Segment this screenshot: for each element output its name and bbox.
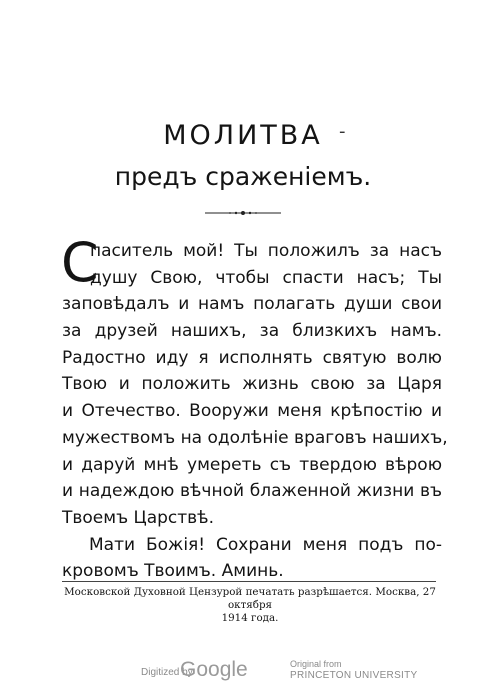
prayer-body [61,231,448,585]
princeton-university-label: PRINCETON UNIVERSITY [290,670,418,681]
text-line: паситель мой! Ты положилъ за насъ [90,241,442,261]
censorship-line: Московской Духовной Цензурой печатать разрѣшается. Москва, 27 октября [64,586,436,611]
original-from-label [290,659,418,681]
text-line: и даруй мнѣ умереть съ твердою вѣрою [62,454,442,475]
text-line: и Отечество. Вооружи меня крѣпостію и [62,401,442,422]
text-line: заповѣдалъ и намъ полагать души свои [62,294,442,315]
text-line: Твоемъ Царствѣ. [62,507,215,528]
text-line: и надеждою вѣчной блаженной жизни въ [62,481,442,502]
text-line: мужествомъ на одолѣніе враговъ нашихъ, [62,427,448,448]
digitized-by-label: Digitized by [141,667,193,678]
text-line: Радостно иду я исполнять святую волю [62,347,442,368]
text-line: кровомъ Твоимъ. Аминь. [62,561,284,582]
footer-rule [62,581,436,582]
prayer-subtitle: предъ сраженіемъ. [114,162,372,191]
prayer-title: МОЛИТВА [163,120,323,151]
censorship-note [60,586,440,625]
text-line: душу Свою, чтобы спасти насъ; Ты [90,267,442,288]
censorship-year: 1914 года. [221,612,279,624]
original-from-text: Original from [290,659,342,669]
google-logo: Google [180,658,248,681]
ornament-divider [203,208,283,218]
drop-cap: С [61,231,99,294]
text-line: за друзей нашихъ, за близкихъ намъ. [62,321,442,342]
title-mark: - [339,121,346,142]
text-line: Твою и положить жизнь свою за Царя [62,374,442,395]
text-line: Мати Божія! Сохрани меня подъ по- [89,534,442,555]
